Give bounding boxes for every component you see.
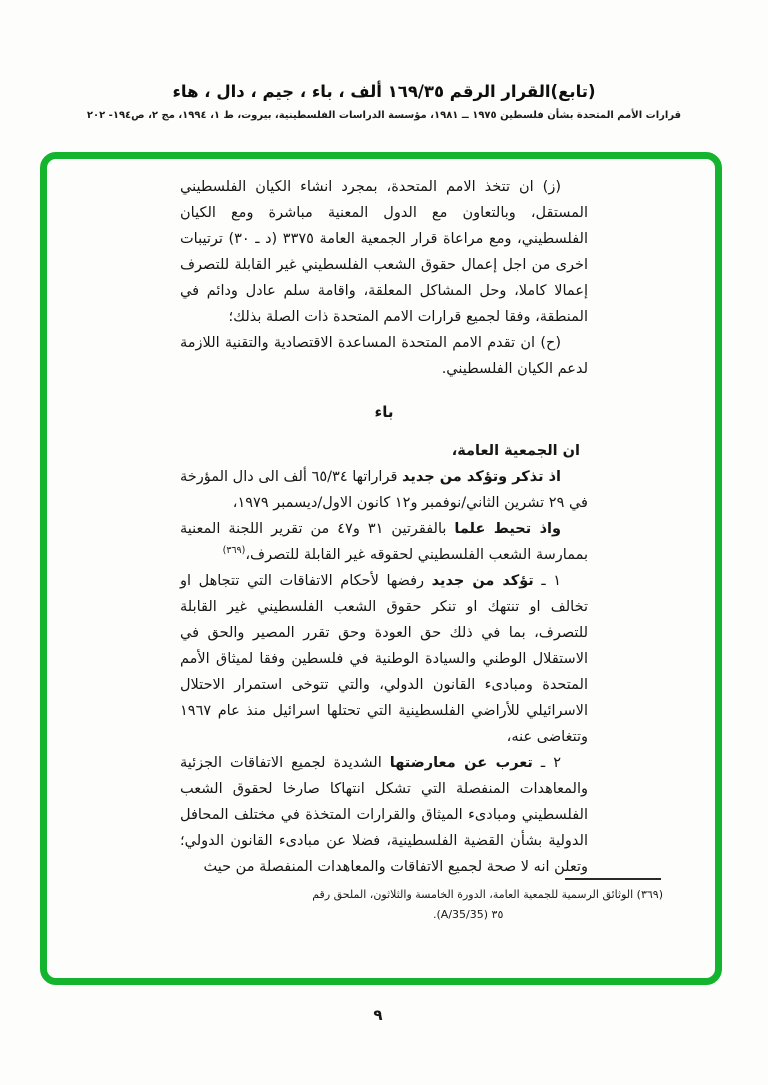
preamble-noting-rest: بالفقرتين ٣١ و٤٧ من تقرير اللجنة المعنية بممارسة الشعب الفلسطيني لحقوقه غير القابلة للتصرف، [180, 521, 588, 563]
item-2-rest: الشديدة لجميع الاتفاقات الجزئية والمعاهدات المنفصلة التي تشكل انتهاكا صارخا لحقوق الشعب الفلسطيني ومبادىء الميثاق والقرارات المتخذة في مختلف المحافل الدولية بشأن القضية الفلسطينية، فضلا عن مبادىء القانون الدولي؛ وتعلن انه لا صحة لجميع الاتفاقات والمعاهدات المنفصلة من حيث [180, 755, 588, 875]
paragraph-z-text: (ز) ان تتخذ الامم المتحدة، بمجرد انشاء الكيان الفلسطيني المستقل، وبالتعاون مع الدول المعنية مباشرة ومع الكيان الفلسطيني، ومع مراعاة قرار الجمعية العامة ٣٣٧٥ (د ـ ٣٠) ترتيبات اخرى من اجل إعمال حقوق الشعب الفلسطيني غير القابلة للتصرف إعمالا كاملا، وحل المشاكل المعلقة، واقامة سلم عادل ودائم في المنطقة، وفقا لجميع قرارات الامم المتحدة ذات الصلة بذلك؛ [180, 179, 588, 325]
footnote-text-line-2: ٣٥ (A/35/35). [433, 908, 504, 921]
item-2-number: ٢ ـ [532, 755, 561, 771]
paragraph-z [180, 174, 588, 330]
preamble-intro: ان الجمعية العامة، [451, 443, 580, 459]
preamble-noting [180, 516, 588, 568]
item-1-lead: تؤكد من جديد [431, 573, 534, 589]
section-letter-baa: باء [374, 403, 394, 421]
footnote-inner [312, 878, 663, 925]
footnote-reference-369: (٣٦٩) [222, 545, 246, 557]
operative-item-1 [180, 568, 588, 750]
footnote-text-line-1: (٣٦٩) الوثائق الرسمية للجمعية العامة، الدورة الخامسة والثلاثون، الملحق رقم [312, 888, 663, 901]
page-number: ٩ [373, 1006, 383, 1024]
paragraph-h-text: (ح) ان تقدم الامم المتحدة المساعدة الاقتصادية والتقنية اللازمة لدعم الكيان الفلسطيني. [180, 335, 588, 377]
footnote-block [0, 878, 768, 925]
preamble-noting-lead: واذ تحيط علما [454, 521, 561, 537]
header-source-citation: قرارات الأمم المتحدة بشأن فلسطين ١٩٧٥ ــ ١٩٨١، مؤسسة الدراسات الفلسطينية، بيروت، ط ١، ١٩٩٤، مج ٢، ص١٩٤- ٢٠٢ [86, 110, 682, 121]
preamble-recalling-rest: قراراتها ٦٥/٣٤ ألف الى دال المؤرخة في ٢٩ تشرين الثاني/نوفمبر و١٢ كانون الاول/ديسمبر ١٩٧٩، [180, 469, 588, 511]
item-1-number: ١ ـ [533, 573, 562, 589]
preamble-recalling-lead: اذ تذكر وتؤكد من جديد [402, 469, 561, 485]
preamble-recalling [180, 464, 588, 516]
paragraph-h [180, 330, 588, 382]
item-2-lead: تعرب عن معارضتها [389, 755, 533, 771]
document-body [180, 174, 588, 880]
footnote-separator-rule [565, 878, 661, 880]
page-header [0, 82, 768, 121]
header-resolution-title: (تابع)القرار الرقم ١٦٩/٣٥ ألف ، باء ، جيم ، دال ، هاء [172, 82, 596, 101]
item-1-rest: رفضها لأحكام الاتفاقات التي تتجاهل او تخالف او تنتهك او تنكر حقوق الشعب الفلسطيني غير القابلة للتصرف، بما في ذلك حق العودة وحق تقرر المصير والحق في الاستقلال الوطني والسيادة الوطنية في فلسطين وفقا لميثاق الأمم المتحدة ومبادىء القانون الدولي، والتي تتوخى استمرار الاحتلال الاسرائيلي للأراضي الفلسطينية التي تحتلها اسرائيل منذ عام ١٩٦٧ وتتغاضى عنه، [180, 573, 588, 745]
operative-item-2 [180, 750, 588, 880]
